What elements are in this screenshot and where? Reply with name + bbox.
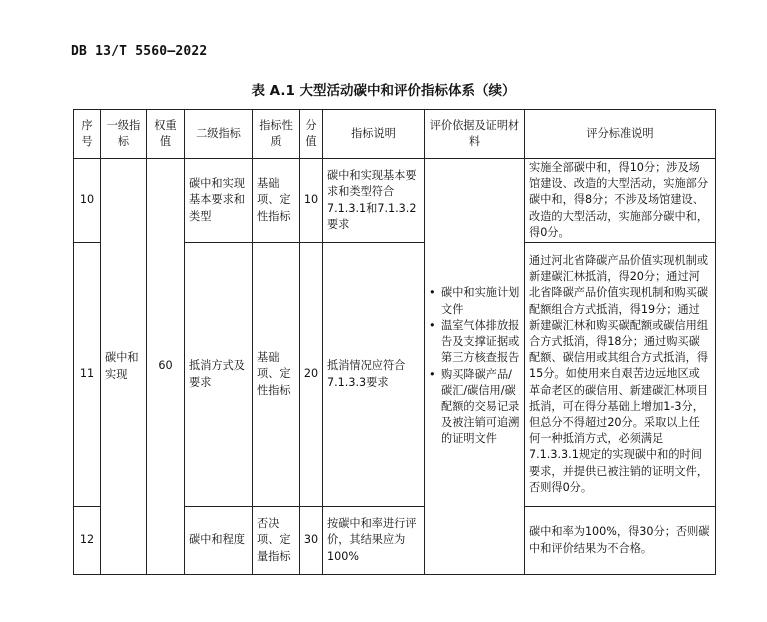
header-score: 分值 [300, 110, 323, 159]
evidence-item: • 温室气体排放报告及支撑证据或第三方核查报告 [429, 318, 520, 367]
table-title: 表 A.1 大型活动碳中和评价指标体系（续） [251, 83, 516, 99]
header-seq: 序号 [74, 110, 101, 159]
indicator-nature: 基础项、定性指标 [253, 159, 300, 243]
scoring-criteria: 实施全部碳中和，得10分；涉及场馆建设、改造的大型活动，实施部分碳中和，得8分；不涉及场馆建设、改造的大型活动，实施部分碳中和，得0分。 [525, 159, 716, 243]
evidence-item: • 购买降碳产品/碳汇/碳信用/碳配额的交易记录及被注销可追溯的证明文件 [429, 367, 520, 448]
header-nature: 指标性质 [253, 110, 300, 159]
header-desc: 指标说明 [323, 110, 425, 159]
level1-weight: 60 [147, 159, 185, 575]
level1-name: 碳中和实现 [101, 159, 147, 575]
header-evidence: 评价依据及证明材料 [425, 110, 525, 159]
header-weight: 权重值 [147, 110, 185, 159]
header-level2: 二级指标 [185, 110, 253, 159]
row-score: 30 [300, 507, 323, 575]
table-header-row [74, 110, 716, 159]
level2-name: 碳中和程度 [185, 507, 253, 575]
document-code: DB 13/T 5560—2022 [71, 44, 208, 59]
row-score: 20 [300, 243, 323, 507]
indicator-desc: 抵消情况应符合7.1.3.3要求 [323, 243, 425, 507]
table-row [74, 159, 716, 243]
evidence-item: • 碳中和实施计划文件 [429, 285, 520, 317]
row-score: 10 [300, 159, 323, 243]
indicator-nature: 基础项、定性指标 [253, 243, 300, 507]
scoring-criteria: 碳中和率为100%，得30分；否则碳中和评价结果为不合格。 [525, 507, 716, 575]
evidence-list [429, 285, 520, 447]
level2-name: 碳中和实现基本要求和类型 [185, 159, 253, 243]
header-level1: 一级指标 [101, 110, 147, 159]
evidence-cell [425, 159, 525, 575]
row-seq: 12 [74, 507, 101, 575]
indicator-nature: 否决项、定量指标 [253, 507, 300, 575]
indicator-desc: 碳中和实现基本要求和类型符合7.1.3.1和7.1.3.2要求 [323, 159, 425, 243]
indicator-desc: 按碳中和率进行评价，其结果应为100% [323, 507, 425, 575]
scoring-criteria: 通过河北省降碳产品价值实现机制或新建碳汇林抵消，得20分；通过河北省降碳产品价值实现机制和购买碳配额组合方式抵消，得19分；通过新建碳汇林和购买碳配额或碳信用组合方式抵消，得18分；通过购买碳配额、碳信用或其组合方式抵消，得15分。如使用来自艰苦边远地区或革命老区的碳信用、新建碳汇林项目抵消，可在得分基础上增加1-3分，但总分不得超过20分。采取以上任何一种抵消方式，必须满足7.1.3.3.1规定的实现碳中和的时间要求，并提供已被注销的证明文件，否则得0分。 [525, 243, 716, 507]
row-seq: 11 [74, 243, 101, 507]
header-criteria: 评分标准说明 [525, 110, 716, 159]
level2-name: 抵消方式及要求 [185, 243, 253, 507]
row-seq: 10 [74, 159, 101, 243]
indicator-table [73, 109, 716, 575]
